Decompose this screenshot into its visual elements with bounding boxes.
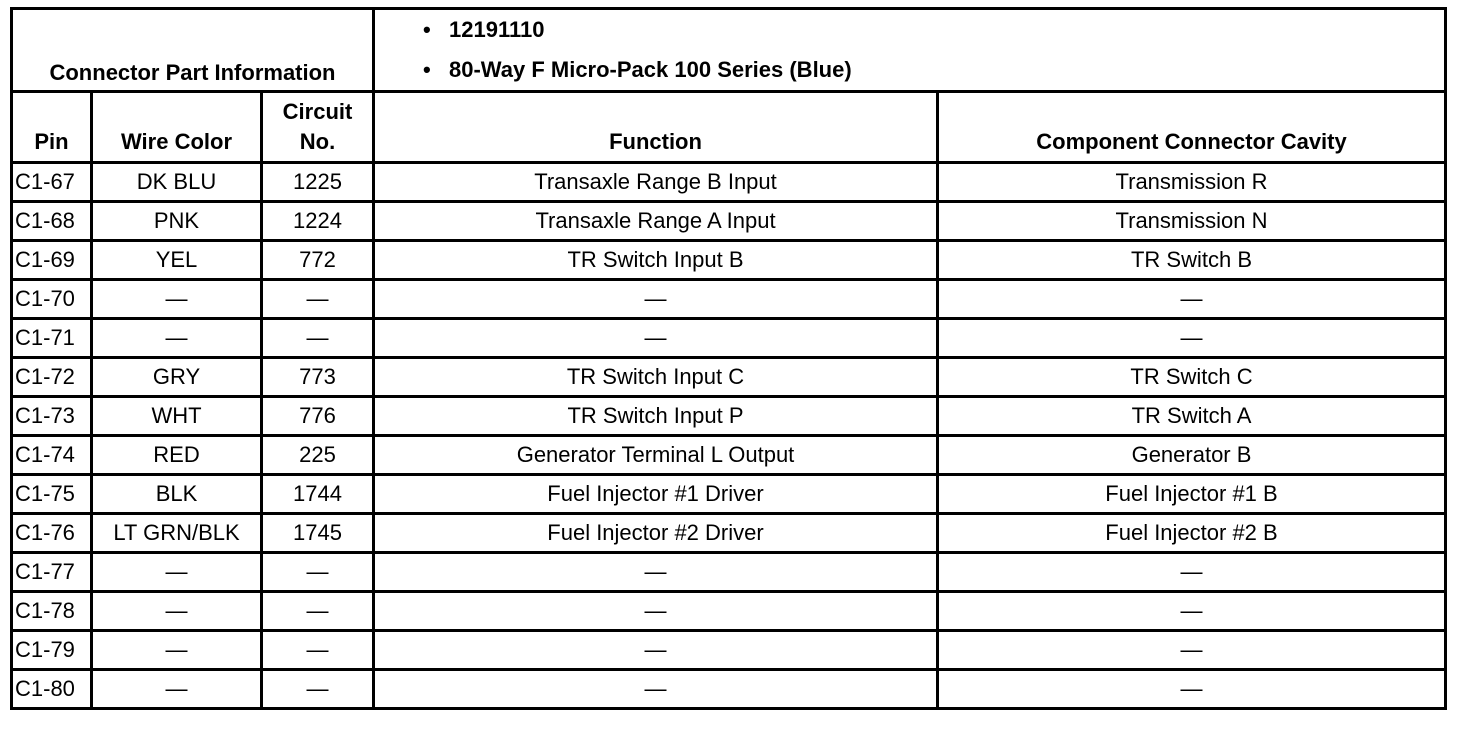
pin-cell: C1-73 <box>12 397 92 436</box>
table-row <box>12 397 1446 436</box>
part-number-item <box>423 10 1444 50</box>
function-cell: TR Switch Input C <box>374 358 938 397</box>
circuit-no-cell: — <box>262 319 374 358</box>
table-row <box>12 280 1446 319</box>
pin-cell: C1-68 <box>12 202 92 241</box>
circuit-no-cell: 225 <box>262 436 374 475</box>
connector-part-info-label: Connector Part Information <box>12 9 374 92</box>
cavity-cell: Fuel Injector #1 B <box>938 475 1446 514</box>
wire-color-cell: GRY <box>92 358 262 397</box>
function-cell: Fuel Injector #2 Driver <box>374 514 938 553</box>
connector-table <box>10 7 1447 710</box>
pin-cell: C1-80 <box>12 670 92 709</box>
pin-cell: C1-79 <box>12 631 92 670</box>
table-row <box>12 319 1446 358</box>
circuit-no-cell: 776 <box>262 397 374 436</box>
function-cell: TR Switch Input B <box>374 241 938 280</box>
table-row <box>12 358 1446 397</box>
wire-color-cell: RED <box>92 436 262 475</box>
connector-info-row <box>12 9 1446 92</box>
connector-document <box>10 7 1447 710</box>
wire-color-cell: — <box>92 280 262 319</box>
wire-color-cell: WHT <box>92 397 262 436</box>
circuit-no-cell: 772 <box>262 241 374 280</box>
pin-cell: C1-67 <box>12 163 92 202</box>
circuit-no-cell: — <box>262 553 374 592</box>
col-header-function: Function <box>374 92 938 163</box>
cavity-cell: — <box>938 592 1446 631</box>
table-row <box>12 553 1446 592</box>
function-cell: Generator Terminal L Output <box>374 436 938 475</box>
wire-color-cell: DK BLU <box>92 163 262 202</box>
col-header-cavity: Component Connector Cavity <box>938 92 1446 163</box>
function-cell: — <box>374 631 938 670</box>
circuit-no-cell: 773 <box>262 358 374 397</box>
pin-cell: C1-70 <box>12 280 92 319</box>
bullet-icon: • <box>423 57 431 82</box>
cavity-cell: TR Switch C <box>938 358 1446 397</box>
wire-color-cell: — <box>92 319 262 358</box>
part-number: 12191110 <box>449 17 545 42</box>
connector-part-info-values <box>374 9 1446 92</box>
circuit-no-cell: 1225 <box>262 163 374 202</box>
pin-cell: C1-78 <box>12 592 92 631</box>
circuit-no-cell: 1744 <box>262 475 374 514</box>
circuit-no-cell: — <box>262 631 374 670</box>
function-cell: — <box>374 280 938 319</box>
pin-cell: C1-76 <box>12 514 92 553</box>
table-row <box>12 475 1446 514</box>
circuit-no-cell: — <box>262 670 374 709</box>
wire-color-cell: — <box>92 670 262 709</box>
cavity-cell: TR Switch B <box>938 241 1446 280</box>
cavity-cell: Generator B <box>938 436 1446 475</box>
bullet-icon: • <box>423 17 431 42</box>
wire-color-cell: — <box>92 631 262 670</box>
column-header-row <box>12 92 1446 163</box>
circuit-no-cell: — <box>262 280 374 319</box>
circuit-no-cell: 1745 <box>262 514 374 553</box>
cavity-cell: TR Switch A <box>938 397 1446 436</box>
function-cell: — <box>374 553 938 592</box>
function-cell: Transaxle Range A Input <box>374 202 938 241</box>
pin-cell: C1-75 <box>12 475 92 514</box>
circuit-no-cell: 1224 <box>262 202 374 241</box>
pin-cell: C1-71 <box>12 319 92 358</box>
function-cell: — <box>374 592 938 631</box>
function-cell: TR Switch Input P <box>374 397 938 436</box>
cavity-cell: — <box>938 631 1446 670</box>
table-row <box>12 670 1446 709</box>
cavity-cell: — <box>938 319 1446 358</box>
pin-cell: C1-74 <box>12 436 92 475</box>
col-header-circuit-no: Circuit No. <box>262 92 374 163</box>
cavity-cell: — <box>938 670 1446 709</box>
connector-type: 80-Way F Micro-Pack 100 Series (Blue) <box>449 57 852 82</box>
wire-color-cell: — <box>92 592 262 631</box>
wire-color-cell: YEL <box>92 241 262 280</box>
table-row <box>12 436 1446 475</box>
table-row <box>12 592 1446 631</box>
cavity-cell: — <box>938 553 1446 592</box>
cavity-cell: Transmission R <box>938 163 1446 202</box>
table-row <box>12 514 1446 553</box>
cavity-cell: Transmission N <box>938 202 1446 241</box>
wire-color-cell: — <box>92 553 262 592</box>
pin-cell: C1-69 <box>12 241 92 280</box>
pin-cell: C1-72 <box>12 358 92 397</box>
table-row <box>12 631 1446 670</box>
function-cell: Transaxle Range B Input <box>374 163 938 202</box>
function-cell: — <box>374 670 938 709</box>
col-header-pin: Pin <box>12 92 92 163</box>
circuit-no-cell: — <box>262 592 374 631</box>
connector-type-item <box>423 50 1444 90</box>
wire-color-cell: BLK <box>92 475 262 514</box>
table-row <box>12 163 1446 202</box>
function-cell: Fuel Injector #1 Driver <box>374 475 938 514</box>
wire-color-cell: PNK <box>92 202 262 241</box>
cavity-cell: Fuel Injector #2 B <box>938 514 1446 553</box>
function-cell: — <box>374 319 938 358</box>
wire-color-cell: LT GRN/BLK <box>92 514 262 553</box>
pin-cell: C1-77 <box>12 553 92 592</box>
table-row <box>12 241 1446 280</box>
cavity-cell: — <box>938 280 1446 319</box>
table-row <box>12 202 1446 241</box>
col-header-wire-color: Wire Color <box>92 92 262 163</box>
